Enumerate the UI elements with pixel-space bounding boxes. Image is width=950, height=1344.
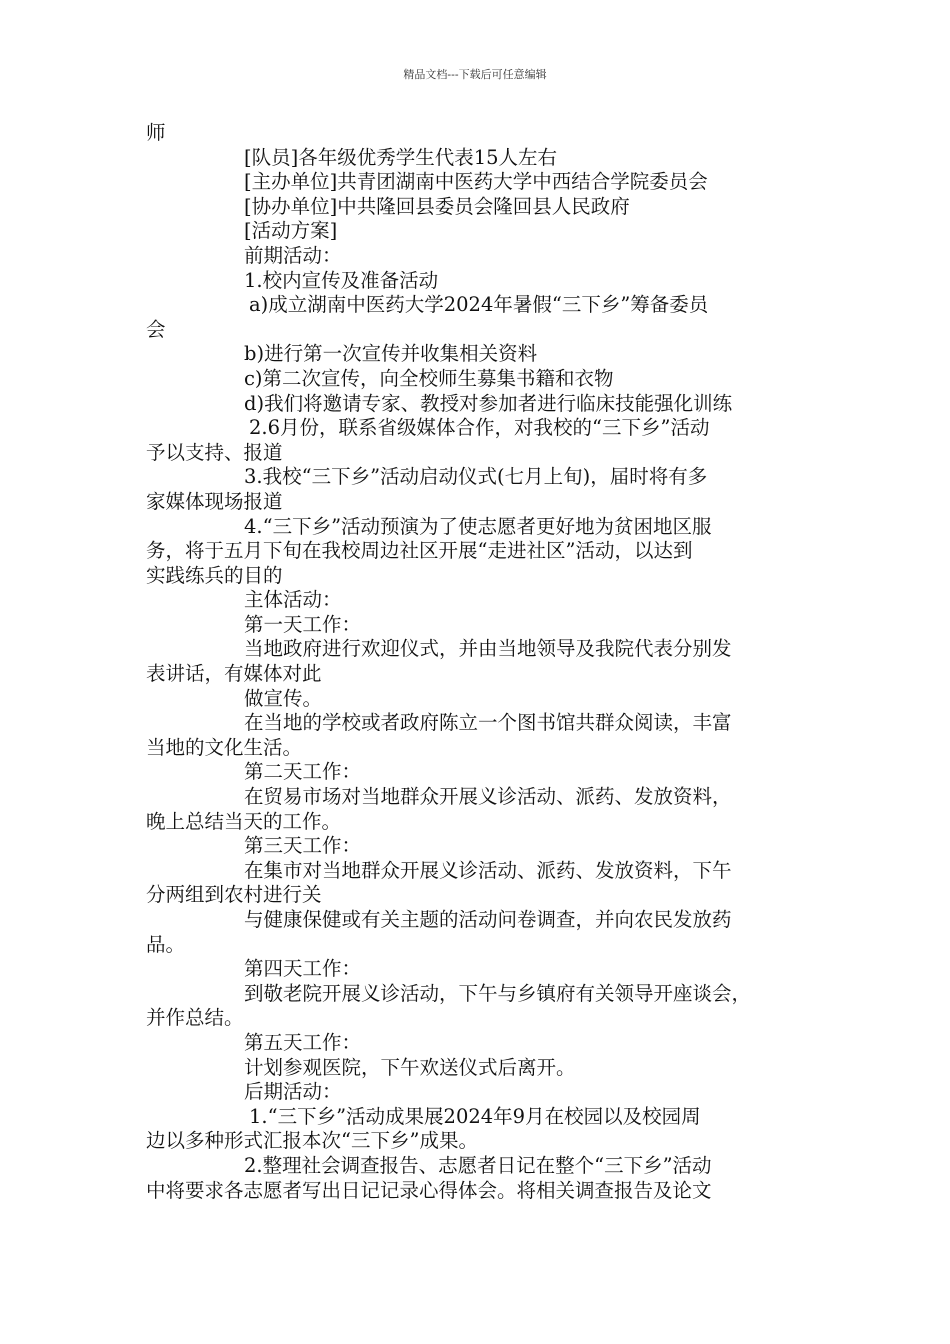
text-line: 实践练兵的目的	[146, 563, 283, 587]
text-line: a)成立湖南中医药大学2024年暑假“三下乡”筹备委员	[249, 293, 709, 317]
text-line: 师	[146, 121, 166, 144]
text-line: 2.6月份，联系省级媒体合作，对我校的“三下乡”活动	[249, 416, 710, 440]
text-line: 与健康保健或有关主题的活动问卷调查，并向农民发放药	[244, 908, 732, 931]
page-header: 精品文档---下载后可任意编辑	[403, 68, 547, 81]
text-line: 会	[146, 317, 166, 341]
text-line: 前期活动：	[244, 243, 342, 267]
text-line: 家媒体现场报道	[146, 489, 283, 513]
text-line: 当地政府进行欢迎仪式，并由当地领导及我院代表分别发	[244, 637, 732, 661]
document-body	[146, 121, 810, 1203]
text-line: [队员]各年级优秀学生代表15人左右	[244, 145, 558, 169]
text-line: 表讲话，有媒体对此	[146, 662, 322, 686]
text-line: [活动方案]	[244, 219, 338, 243]
text-line: 4.“三下乡”活动预演为了使志愿者更好地为贫困地区服	[244, 514, 712, 538]
text-line: 在集市对当地群众开展义诊活动、派药、发放资料，下午	[244, 858, 732, 882]
text-line: [主办单位]共青团湖南中医药大学中西结合学院委员会	[244, 170, 708, 194]
text-line: [协办单位]中共隆回县委员会隆回县人民政府	[244, 194, 630, 218]
text-line: 1.校内宣传及准备活动	[244, 268, 439, 292]
text-line: 在贸易市场对当地群众开展义诊活动、派药、发放资料，	[244, 785, 732, 809]
text-line: 做宣传。	[244, 686, 323, 710]
text-line: 品。	[146, 932, 186, 956]
text-line: b)进行第一次宣传并收集相关资料	[244, 342, 538, 366]
text-line: 1.“三下乡”活动成果展2024年9月在校园以及校园周	[249, 1104, 701, 1128]
text-line: d)我们将邀请专家、教授对参加者进行临床技能强化训练	[244, 391, 733, 415]
text-line: 分两组到农村进行关	[146, 883, 322, 907]
text-line: 在当地的学校或者政府陈立一个图书馆共群众阅读，丰富	[244, 711, 732, 735]
text-line: c)第二次宣传，向全校师生募集书籍和衣物	[244, 366, 614, 390]
text-line: 计划参观医院，下午欢送仪式后离开。	[244, 1055, 576, 1079]
text-line: 第五天工作：	[244, 1030, 362, 1054]
text-line: 边以多种形式汇报本次“三下乡”成果。	[146, 1129, 478, 1153]
text-line: 予以支持、报道	[146, 440, 283, 464]
text-line: 第四天工作：	[244, 957, 362, 981]
text-line: 主体活动：	[244, 588, 342, 612]
text-line: 第一天工作：	[244, 612, 362, 636]
text-line: 到敬老院开展义诊活动，下午与乡镇府有关领导开座谈会，	[244, 981, 752, 1005]
text-line: 务，将于五月下旬在我校周边社区开展“走进社区”活动，以达到	[146, 539, 693, 563]
text-line: 第三天工作：	[244, 834, 362, 858]
text-line: 3.我校“三下乡”活动启动仪式(七月上旬)，届时将有多	[244, 465, 708, 489]
text-line: 晚上总结当天的工作。	[146, 809, 342, 833]
text-line: 中将要求各志愿者写出日记记录心得体会。将相关调查报告及论文	[146, 1178, 712, 1202]
text-line: 当地的文化生活。	[146, 735, 303, 759]
text-line: 2.整理社会调查报告、志愿者日记在整个“三下乡”活动	[244, 1153, 712, 1177]
text-line: 第二天工作：	[244, 760, 362, 784]
text-line: 后期活动：	[244, 1080, 342, 1104]
text-line: 并作总结。	[146, 1006, 244, 1030]
